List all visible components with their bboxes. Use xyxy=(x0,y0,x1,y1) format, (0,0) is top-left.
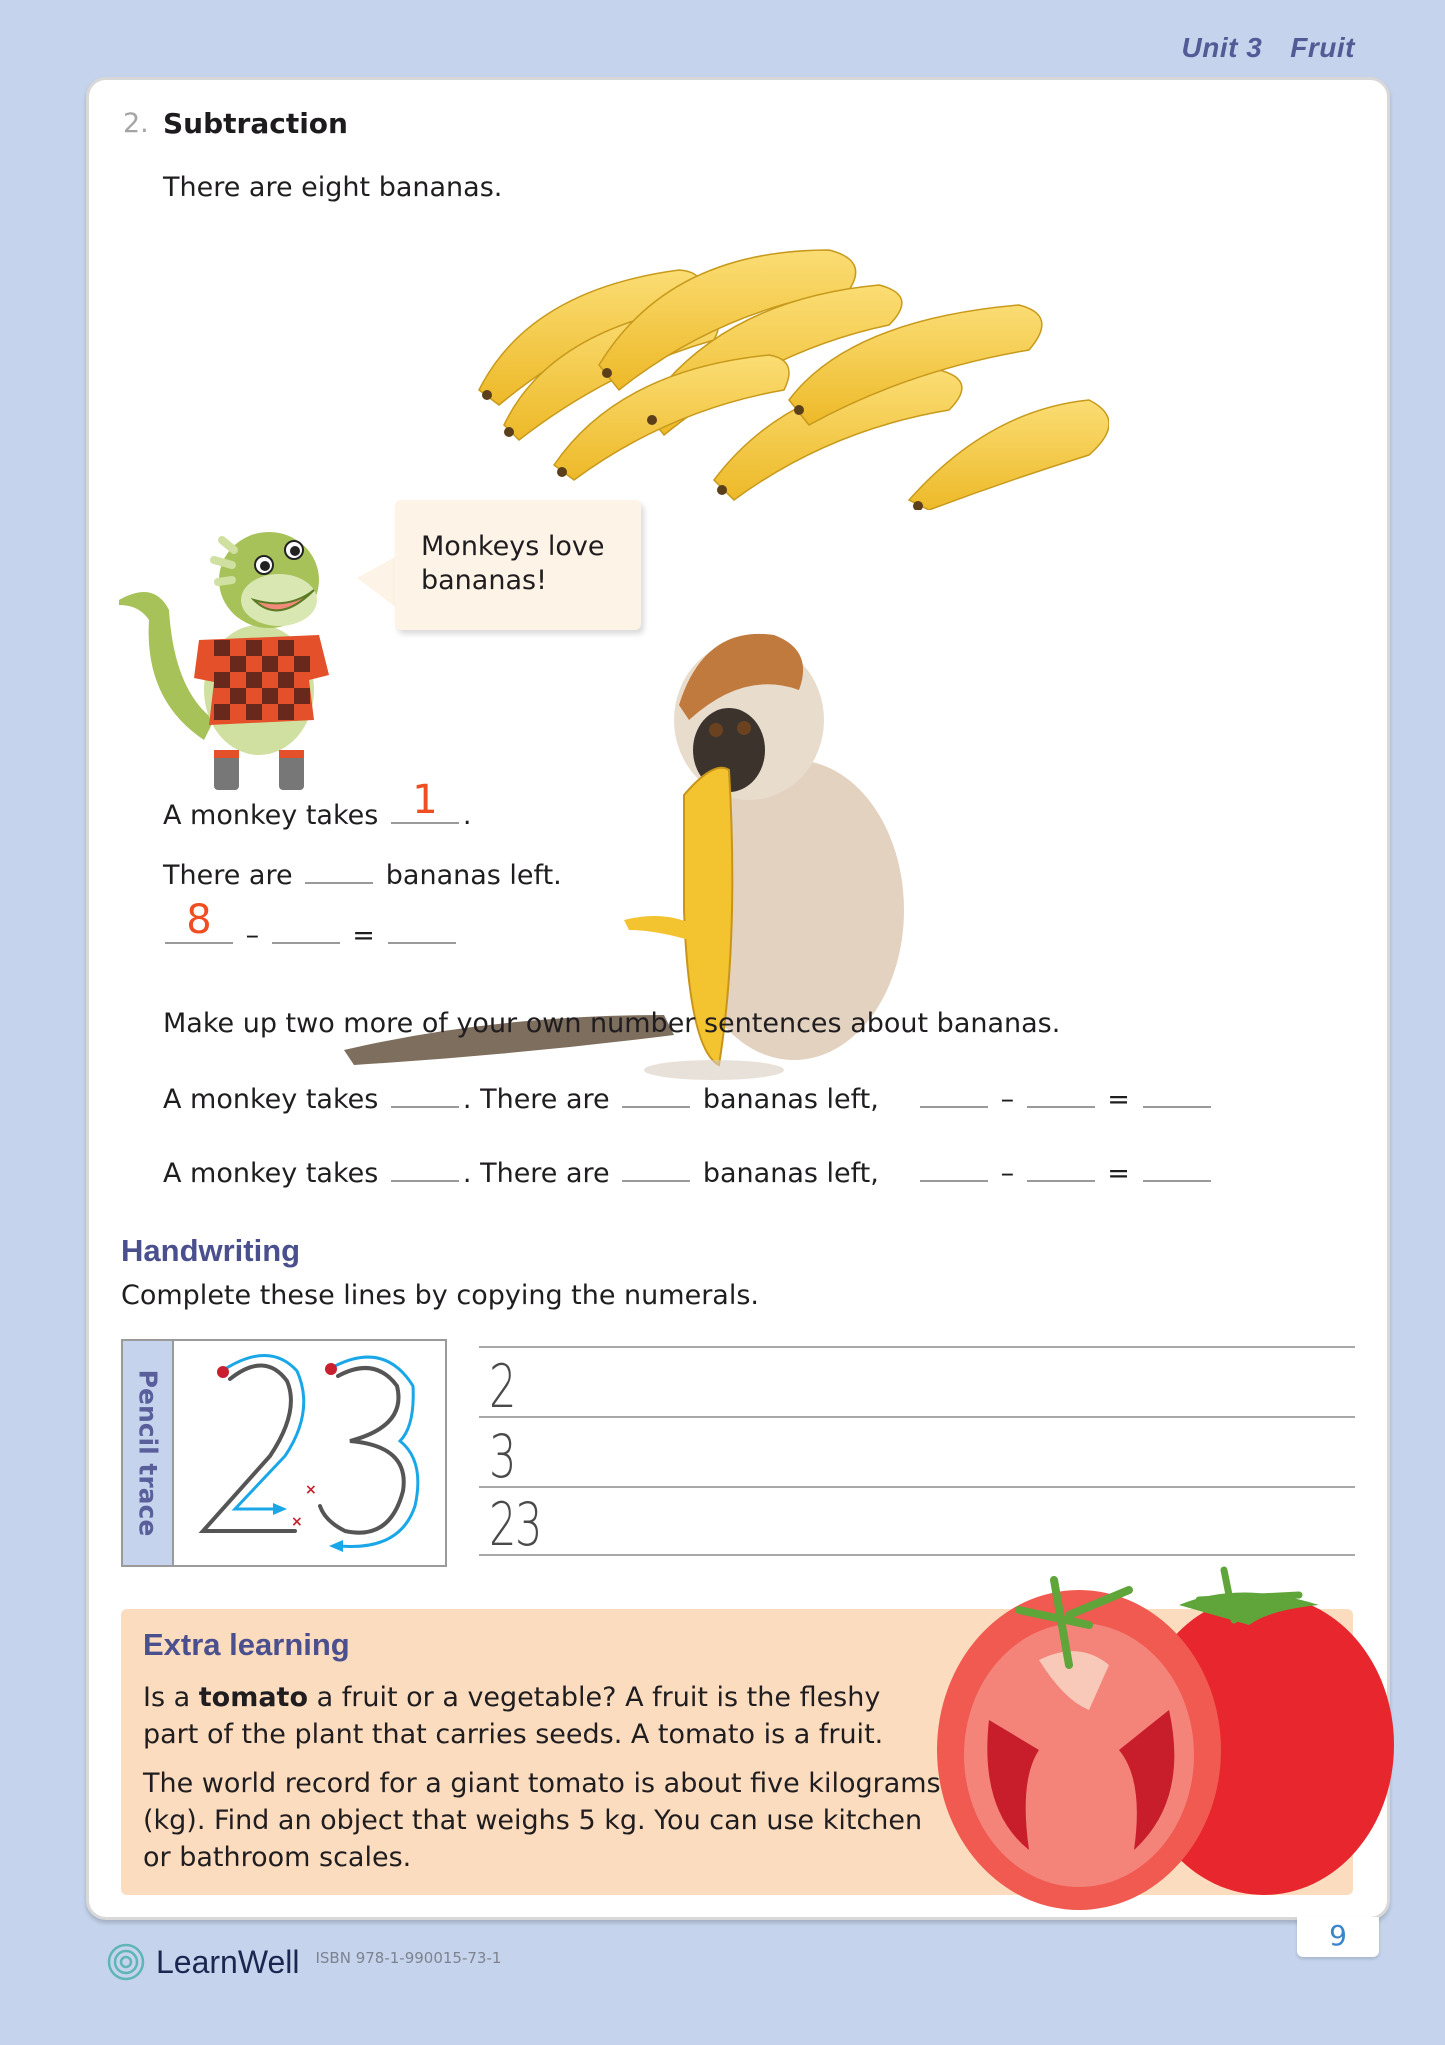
sentence-bananas-left-suffix: bananas left. xyxy=(385,860,562,891)
copy-line-2-model: 3 xyxy=(489,1422,516,1492)
extra-learning-para-1 xyxy=(143,1679,943,1753)
page-number: 9 xyxy=(1297,1917,1379,1957)
equation-blank-result[interactable] xyxy=(388,942,456,944)
copy-lines xyxy=(479,1346,1355,1560)
sentence-monkey-takes-suffix: . xyxy=(462,800,472,831)
own-sentence-2-blank-takes[interactable] xyxy=(391,1180,459,1182)
iguana-mascot-image xyxy=(114,510,354,800)
copy-line-1-model: 2 xyxy=(489,1352,516,1422)
own-sentence-1-eq-blank-3[interactable] xyxy=(1143,1106,1211,1108)
unit-label: Unit 3 xyxy=(1181,32,1263,63)
own-sentences-prompt: Make up two more of your own number sentences about bananas. xyxy=(163,1008,1061,1039)
handwriting-instruction: Complete these lines by copying the numerals. xyxy=(121,1280,759,1311)
speech-bubble-line1: Monkeys love xyxy=(421,531,605,562)
svg-text:×: × xyxy=(291,1514,303,1530)
own-sentence-2-eq-blank-1[interactable] xyxy=(920,1180,988,1182)
own-sentence-1-part1: A monkey takes xyxy=(163,1084,379,1115)
own-sentence-1-eq-blank-2[interactable] xyxy=(1027,1106,1095,1108)
minus-sign: – xyxy=(245,920,260,951)
unit-header xyxy=(1182,32,1356,64)
own-sentence-2-eq-blank-2[interactable] xyxy=(1027,1180,1095,1182)
svg-text:×: × xyxy=(305,1482,317,1498)
own-sentence-2-blank-left[interactable] xyxy=(622,1180,690,1182)
equation-blank-second[interactable] xyxy=(272,942,340,944)
copy-line-3-model: 23 xyxy=(489,1490,542,1560)
exercise-title: Subtraction xyxy=(163,107,348,140)
own-sentence-1 xyxy=(163,1084,1215,1115)
pencil-trace-label xyxy=(123,1341,174,1565)
equation-blank-first[interactable] xyxy=(165,897,233,944)
speech-bubble-tail xyxy=(357,556,397,608)
copy-line-1[interactable] xyxy=(479,1346,1355,1422)
pencil-trace-box xyxy=(121,1339,447,1567)
own-sentence-2-part3: bananas left, xyxy=(702,1158,879,1189)
sentence-bananas-left xyxy=(163,860,562,891)
exercise-number: 2. xyxy=(123,108,149,139)
own-sentence-1-eq-blank-1[interactable] xyxy=(920,1106,988,1108)
equals-sign: = xyxy=(352,920,375,951)
answer-blank-left[interactable] xyxy=(305,882,373,884)
own-sentence-1-part2: . There are xyxy=(462,1084,610,1115)
bananas-image xyxy=(469,210,1109,510)
footer-branding xyxy=(106,1942,501,1982)
own-sentence-1-equals: = xyxy=(1107,1084,1130,1115)
extra-learning-heading: Extra learning xyxy=(143,1627,350,1662)
own-sentence-2-minus: – xyxy=(1000,1158,1015,1189)
copy-line-3[interactable] xyxy=(479,1486,1355,1560)
own-sentence-2-part1: A monkey takes xyxy=(163,1158,379,1189)
own-sentence-1-minus: – xyxy=(1000,1084,1015,1115)
sentence-monkey-takes xyxy=(163,777,472,831)
page-card xyxy=(86,77,1390,1920)
brand-name: LearnWell xyxy=(156,1943,300,1980)
para1-bold-tomato: tomato xyxy=(198,1682,309,1713)
equation xyxy=(161,897,460,951)
para1-before: Is a xyxy=(143,1682,199,1713)
learnwell-spiral-logo-icon xyxy=(106,1942,146,1982)
own-sentence-1-blank-left[interactable] xyxy=(622,1106,690,1108)
own-sentence-2-part2: . There are xyxy=(462,1158,610,1189)
pencil-trace-label-text: Pencil trace xyxy=(133,1369,162,1537)
sentence-bananas-left-prefix: There are xyxy=(163,860,293,891)
extra-learning-para-2: The world record for a giant tomato is about five kilograms (kg). Find an object that weighs 5 kg. You can use kitchen or bathroom scales. xyxy=(143,1768,941,1873)
own-sentence-2-equals: = xyxy=(1107,1158,1130,1189)
copy-line-2[interactable] xyxy=(479,1416,1355,1492)
tomato-image xyxy=(919,1550,1399,1920)
own-sentence-1-blank-takes[interactable] xyxy=(391,1106,459,1108)
handwriting-heading: Handwriting xyxy=(121,1233,301,1268)
answer-value-takes: 1 xyxy=(412,777,438,823)
speech-bubble-line2: bananas! xyxy=(421,565,547,596)
sentence-monkey-takes-prefix: A monkey takes xyxy=(163,800,379,831)
own-sentence-2 xyxy=(163,1158,1215,1189)
answer-blank-takes[interactable] xyxy=(391,777,459,824)
para1-after: a fruit or a vegetable? A fruit is the fleshy part of the plant that carries seeds. A tomato is a fruit. xyxy=(143,1682,884,1750)
trace-numerals-23 xyxy=(175,1341,447,1565)
exercise-intro: There are eight bananas. xyxy=(163,172,503,203)
unit-topic: Fruit xyxy=(1290,32,1355,63)
own-sentence-2-eq-blank-3[interactable] xyxy=(1143,1180,1211,1182)
isbn: ISBN 978-1-990015-73-1 xyxy=(315,1949,502,1967)
equation-first-value: 8 xyxy=(186,897,212,943)
own-sentence-1-part3: bananas left, xyxy=(702,1084,879,1115)
